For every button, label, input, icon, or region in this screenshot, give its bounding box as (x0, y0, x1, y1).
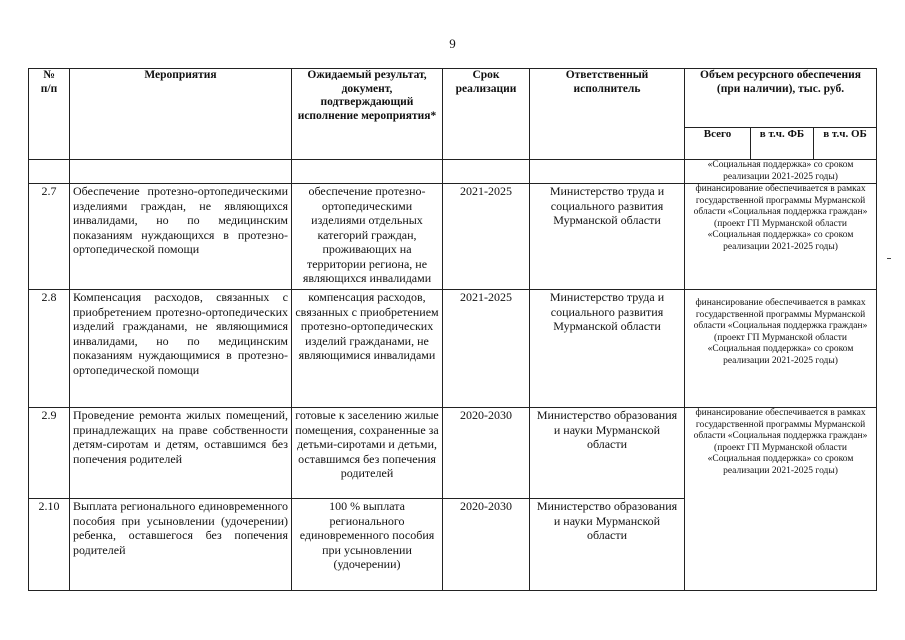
row-funding: финансирование обеспечивается в рамках государственной программы Мурманской области «Социальная поддержка граждан» (проект ГП Мурманской области «Социальная поддержка» со сроком реализации 2021-2025 годы) (685, 408, 877, 591)
row-result: компенсация расходов, связанных с приобретением протезно-ортопедических изделий гражданами, не являющимися инвалидами (292, 290, 443, 408)
row-term: 2021-2025 (443, 184, 530, 290)
header-resources: Объем ресурсного обеспечения (при наличии), тыс. руб. (685, 69, 877, 128)
header-term: Срок реализации (443, 69, 530, 160)
row-event: Обеспечение протезно-ортопедическими изделиями граждан, не являющихся инвалидами, но по медицинским показаниям нуждающихся в протезно-ортопедической помощи (70, 184, 292, 290)
row-number: 2.8 (29, 290, 70, 408)
row-term: 2021-2025 (443, 290, 530, 408)
header-executor: Ответственный исполнитель (530, 69, 685, 160)
table-row (29, 160, 877, 184)
row-event: Выплата регионального единовременного пособия при усыновлении (удочерении) ребенка, оставшегося без попечения родителей (70, 499, 292, 591)
table-row (29, 408, 877, 499)
row-event: Компенсация расходов, связанных с приобретением протезно-ортопедических изделий гражданами, не являющимися инвалидами, но по медицинским показаниям нуждающимися в протезно-ортопедической помощи (70, 290, 292, 408)
row-event: Проведение ремонта жилых помещений, принадлежащих на праве собственности детям-сиротам и детям, оставшимся без попечения родителей (70, 408, 292, 499)
row-executor: Министерство образования и науки Мурманской области (530, 408, 685, 499)
page-number: 9 (449, 36, 456, 51)
row-term: 2020-2030 (443, 499, 530, 591)
row-number: 2.10 (29, 499, 70, 591)
row-funding: финансирование обеспечивается в рамках государственной программы Мурманской области «Социальная поддержка граждан» (проект ГП Мурманской области «Социальная поддержка» со сроком реализации 2021-2025 годы) (685, 290, 877, 408)
header-result: Ожидаемый результат, документ, подтверждающий исполнение мероприятия* (292, 69, 443, 160)
row-result: обеспечение протезно-ортопедическими изделиями отдельных категорий граждан, проживающих на территории региона, не являющихся инвалидами (292, 184, 443, 290)
header-total: Всего (685, 128, 751, 160)
row-result: готовые к заселению жилые помещения, сохраненные за детьми-сиротами и детьми, оставшимся без попечения родителей (292, 408, 443, 499)
row-funding: финансирование обеспечивается в рамках государственной программы Мурманской области «Социальная поддержка граждан» (проект ГП Мурманской области «Социальная поддержка» со сроком реализации 2021-2025 годы) (685, 184, 877, 290)
row-result: 100 % выплата регионального единовременного пособия при усыновлении (удочерении) (292, 499, 443, 591)
row-term: 2020-2030 (443, 408, 530, 499)
row-executor: Министерство труда и социального развития Мурманской области (530, 290, 685, 408)
header-event: Мероприятия (70, 69, 292, 160)
table-row (29, 290, 877, 408)
row-executor: Министерство труда и социального развития Мурманской области (530, 184, 685, 290)
funding-continuation: «Социальная поддержка» со сроком реализации 2021-2025 годы) (685, 160, 877, 184)
header-number: № п/п (29, 69, 70, 160)
table-row (29, 184, 877, 290)
row-executor: Министерство образования и науки Мурманской области (530, 499, 685, 591)
row-number: 2.7 (29, 184, 70, 290)
measures-table (28, 68, 877, 591)
row-number: 2.9 (29, 408, 70, 499)
margin-tick-mark (887, 258, 891, 259)
header-fb: в т.ч. ФБ (751, 128, 814, 160)
header-ob: в т.ч. ОБ (814, 128, 877, 160)
